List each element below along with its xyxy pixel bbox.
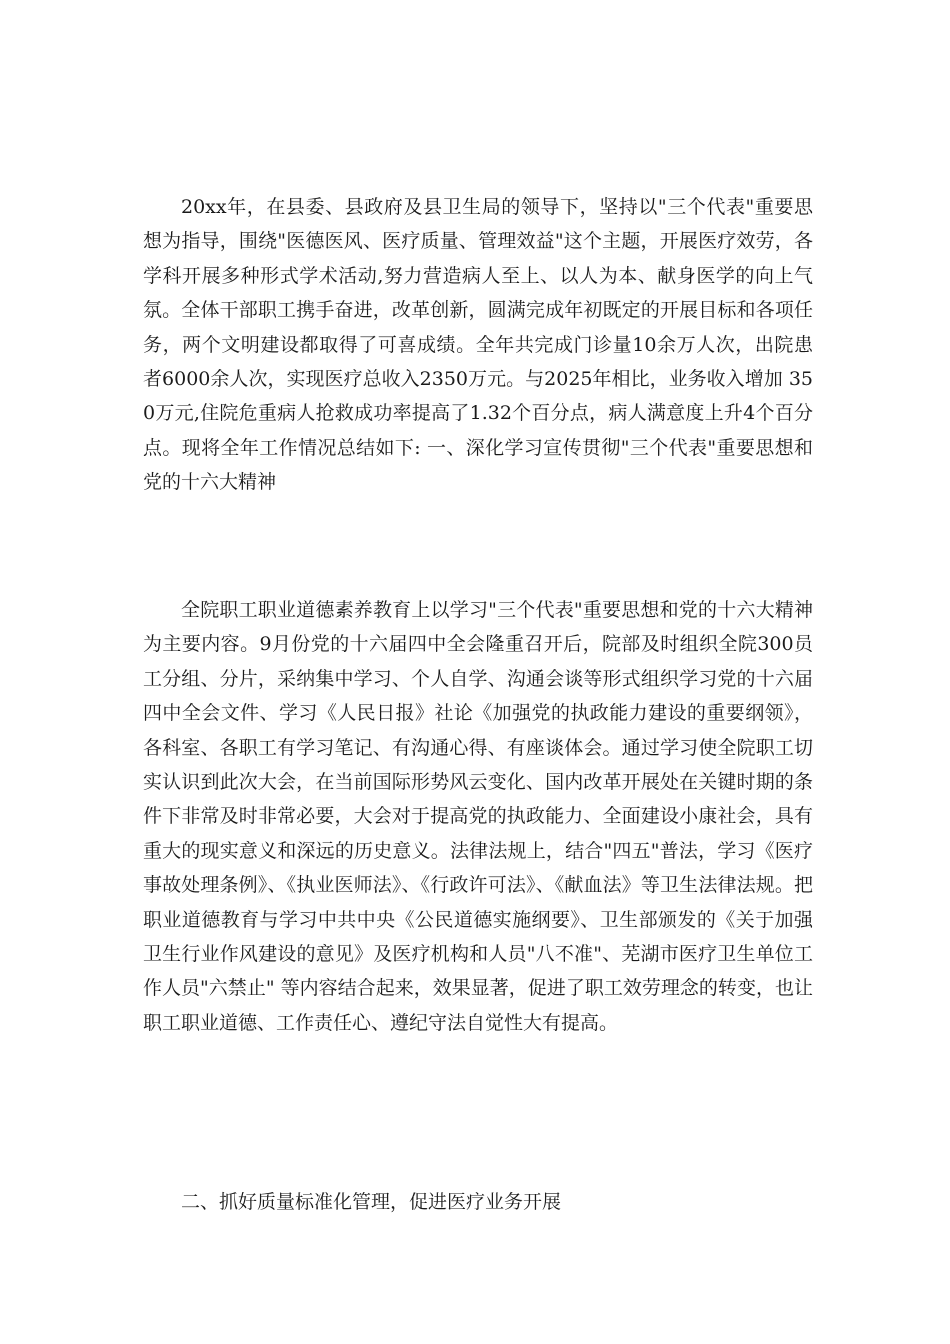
section-heading-quality: 二、抓好质量标准化管理，促进医疗业务开展	[181, 1191, 562, 1213]
paragraph-study: 全院职工职业道德素养教育上以学习"三个代表"重要思想和党的十六大精神为主要内容。9月份党的十六届四中全会隆重召开后，院部及时组织全院300员工分组、分片，采纳集中学习、个人自学、沟通会谈等形式组织学习党的十六届四中全会文件、学习《人民日报》社论《加强党的执政能力建设的重要纲领》，各科室、各职工有学习笔记、有沟通心得、有座谈体会。通过学习使全院职工切实认识到此次大会，在当前国际形势风云变化、国内改革开展处在关键时期的条件下非常及时非常必要，大会对于提高党的执政能力、全面建设小康社会，具有重大的现实意义和深远的历史意义。法律法规上，结合"四五"普法，学习《医疗事故处理条例》、《执业医师法》、《行政许可法》、《献血法》等卫生法律法规。把职业道德教育与学习中共中央《公民道德实施纲要》、卫生部颁发的《关于加强卫生行业作风建设的意见》及医疗机构和人员"八不准"、芜湖市医疗卫生单位工作人员"六禁止" 等内容结合起来，效果显著，促进了职工效劳理念的转变，也让职工职业道德、工作责任心、遵纪守法自觉性大有提高。	[143, 599, 813, 1034]
paragraph-intro: 20xx年，在县委、县政府及县卫生局的领导下，坚持以"三个代表"重要思想为指导，围绕"医德医风、医疗质量、管理效益"这个主题，开展医疗效劳，各学科开展多种形式学术活动,努力营造病人至上、以人为本、献身医学的向上气氛。全体干部职工携手奋进，改革创新，圆满完成年初既定的开展目标和各项任务，两个文明建设都取得了可喜成绩。全年共完成门诊量10余万人次，出院患者6000余人次，实现医疗总收入2350万元。与2025年相比，业务收入增加 350万元,住院危重病人抢救成功率提高了1.32个百分点，病人满意度上升4个百分点。现将全年工作情况总结如下: 一、深化学习宣传贯彻"三个代表"重要思想和党的十六大精神	[143, 196, 813, 494]
